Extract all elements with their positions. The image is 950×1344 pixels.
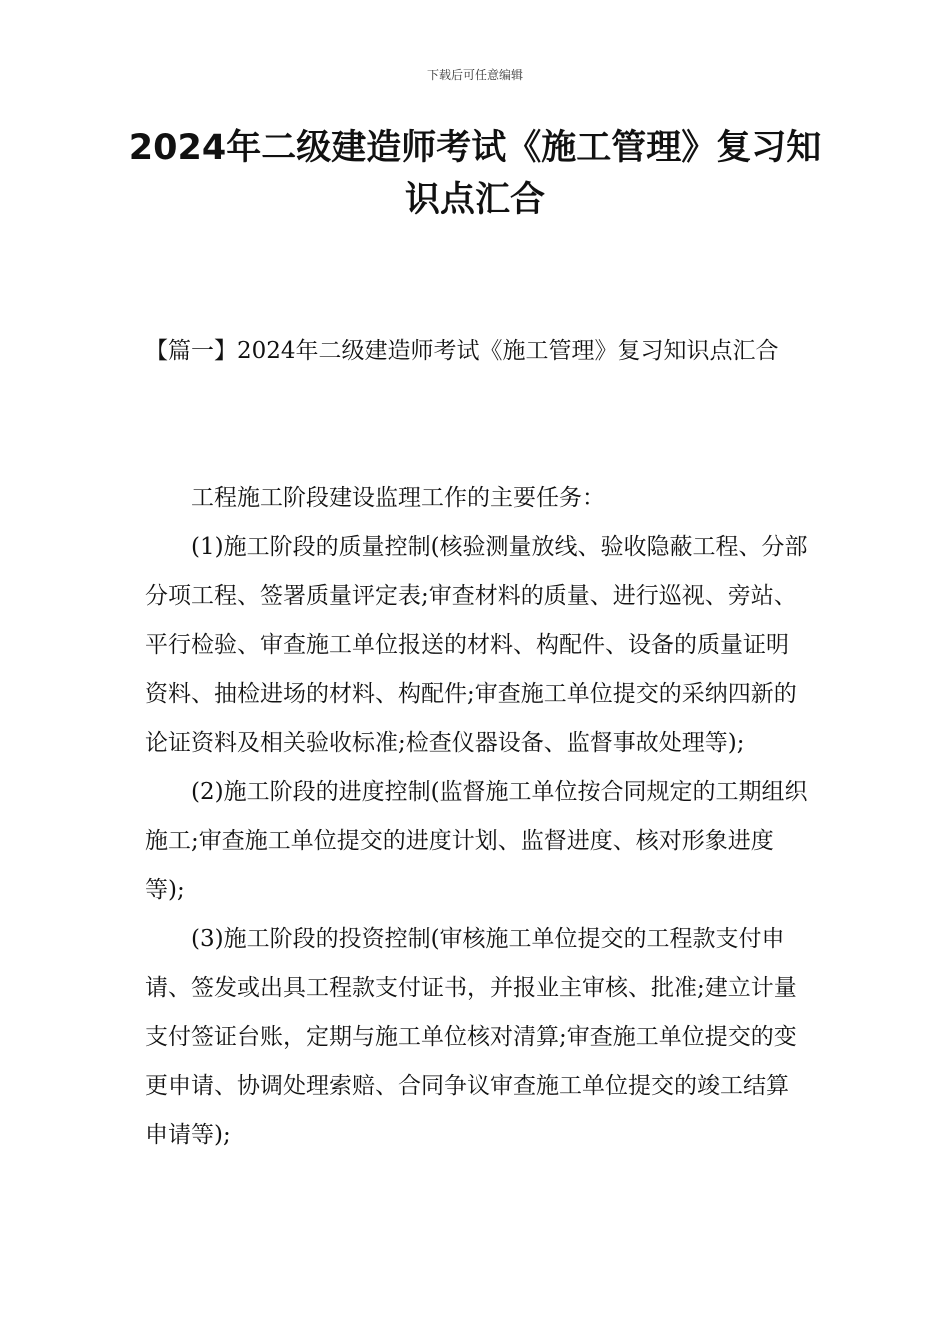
paragraph-quality-control: (1)施工阶段的质量控制(核验测量放线、验收隐蔽工程、分部分项工程、签署质量评定表;审查材料的质量、进行巡视、旁站、平行检验、审查施工单位报送的材料、构配件、设备的质量证明资料、抽检进场的材料、构配件;审查施工单位提交的采纳四新的论证资料及相关验收标准;检查仪器设备、监督事故处理等); <box>145 534 808 756</box>
paragraph-cost-control: (3)施工阶段的投资控制(审核施工单位提交的工程款支付申请、签发或出具工程款支付证书，并报业主审核、批准;建立计量支付签证台账，定期与施工单位核对清算;审查施工单位提交的变更申请、协调处理索赔、合同争议审查施工单位提交的竣工结算申请等); <box>145 926 797 1148</box>
section-heading: 【篇一】2024年二级建造师考试《施工管理》复习知识点汇合 <box>145 338 779 364</box>
document-content <box>145 474 810 1160</box>
paragraph-intro: 工程施工阶段建设监理工作的主要任务： <box>191 485 605 511</box>
header-note: 下载后可任意编辑 <box>426 68 523 82</box>
document-title: 2024年二级建造师考试《施工管理》复习知识点汇合 <box>128 128 822 220</box>
paragraph-schedule-control: (2)施工阶段的进度控制(监督施工单位按合同规定的工期组织施工;审查施工单位提交的进度计划、监督进度、核对形象进度等); <box>145 779 808 903</box>
